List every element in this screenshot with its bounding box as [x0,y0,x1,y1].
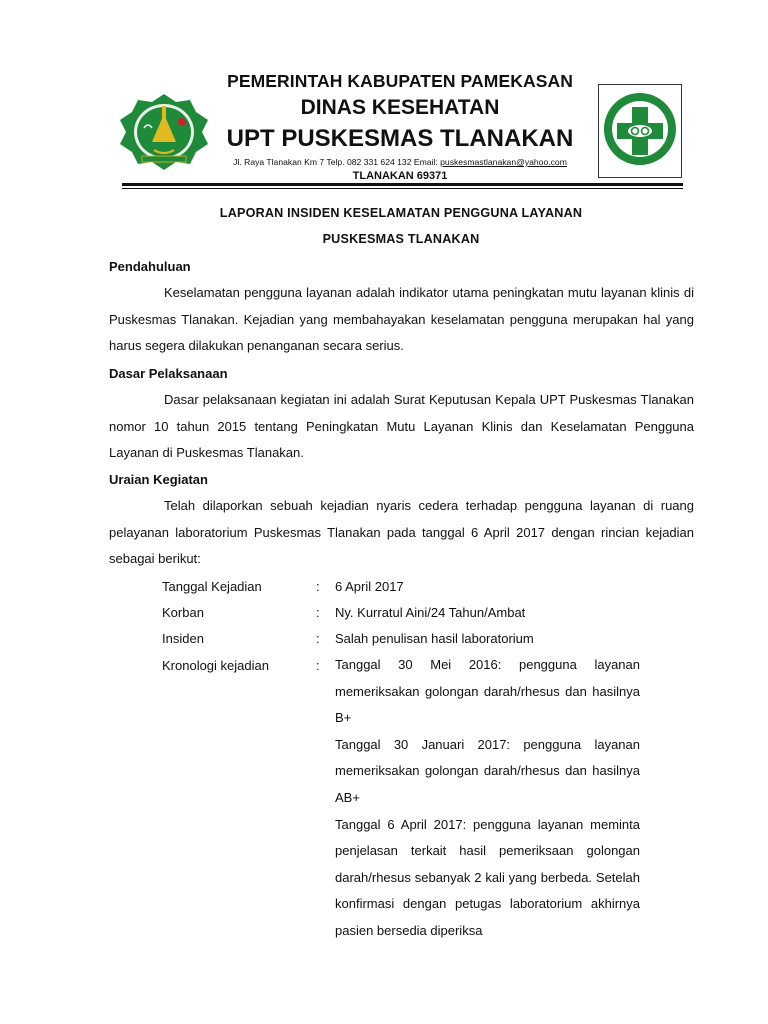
section-text-pendahuluan [109,280,694,360]
detail-value: Ny. Kurratul Aini/24 Tahun/Ambat [335,605,526,620]
section-heading-pendahuluan: Pendahuluan [109,259,191,274]
section-text-uraian [109,493,694,573]
institution-name: UPT PUSKESMAS TLANAKAN [226,125,574,152]
paragraph-text: Telah dilaporkan sebuah kejadian nyaris cedera terhadap pengguna layanan di ruang pelayanan laboratorium Puskesmas Tlanakan pada tanggal 6 April 2017 dengan rincian kejadian sebagai berikut: [109,498,694,566]
detail-label: Tanggal Kejadian [162,579,262,594]
government-name: PEMERINTAH KABUPATEN PAMEKASAN [227,71,573,91]
detail-label: Kronologi kejadian [162,658,269,673]
chronology-list [335,652,640,945]
puskesmas-cross-emblem-icon [598,84,682,178]
report-title: LAPORAN INSIDEN KESELAMATAN PENGGUNA LAYANAN [219,206,583,220]
pamekasan-regency-emblem-icon [118,92,210,172]
detail-colon: : [316,605,320,620]
address-text: Jl. Raya Tlanakan Km 7 Telp. 082 331 624 132 Email: [233,157,441,167]
detail-colon: : [316,631,320,646]
detail-label: Insiden [162,631,204,646]
section-heading-dasar: Dasar Pelaksanaan [109,366,228,381]
report-subtitle: PUSKESMAS TLANAKAN [322,232,480,246]
section-text-dasar [109,387,694,467]
department-name: DINAS KESEHATAN [300,96,500,119]
section-heading-uraian: Uraian Kegiatan [109,472,208,487]
detail-colon: : [316,658,320,673]
chronology-entry: Tanggal 30 Mei 2016: pengguna layanan memeriksakan golongan darah/rhesus dan hasilnya B+ [335,657,640,726]
letterhead [210,70,590,183]
chronology-entry: Tanggal 6 April 2017: pengguna layanan meminta penjelasan terkait hasil pemeriksaan golongan darah/rhesus sebanyak 2 kali yang berbeda. Setelah konfirmasi dengan petugas laboratorium akhirnya pasien bersedia diperiksa [335,816,640,938]
detail-value: Salah penulisan hasil laboratorium [335,631,534,646]
letterhead-divider [122,183,683,186]
detail-label: Korban [162,605,204,620]
detail-colon: : [316,579,320,594]
detail-value: 6 April 2017 [335,579,404,594]
address-line [210,156,590,168]
chronology-entry: Tanggal 30 Januari 2017: pengguna layanan memeriksakan golongan darah/rhesus dan hasilnya AB+ [335,736,640,805]
paragraph-text: Dasar pelaksanaan kegiatan ini adalah Surat Keputusan Kepala UPT Puskesmas Tlanakan nomor 10 tahun 2015 tentang Peningkatan Mutu Layanan Klinis dan Keselamatan Pengguna Layanan di Puskesmas Tlanakan. [109,392,694,460]
letterhead-divider-thin [122,188,683,189]
postal-code: TLANAKAN 69371 [352,170,448,182]
paragraph-text: Keselamatan pengguna layanan adalah indikator utama peningkatan mutu layanan klinis di Puskesmas Tlanakan. Kejadian yang membahayakan keselamatan pengguna merupakan hal yang harus segera dilakukan penanganan secara serius. [109,285,694,353]
email-link[interactable]: puskesmastlanakan@yahoo.com [440,157,567,167]
